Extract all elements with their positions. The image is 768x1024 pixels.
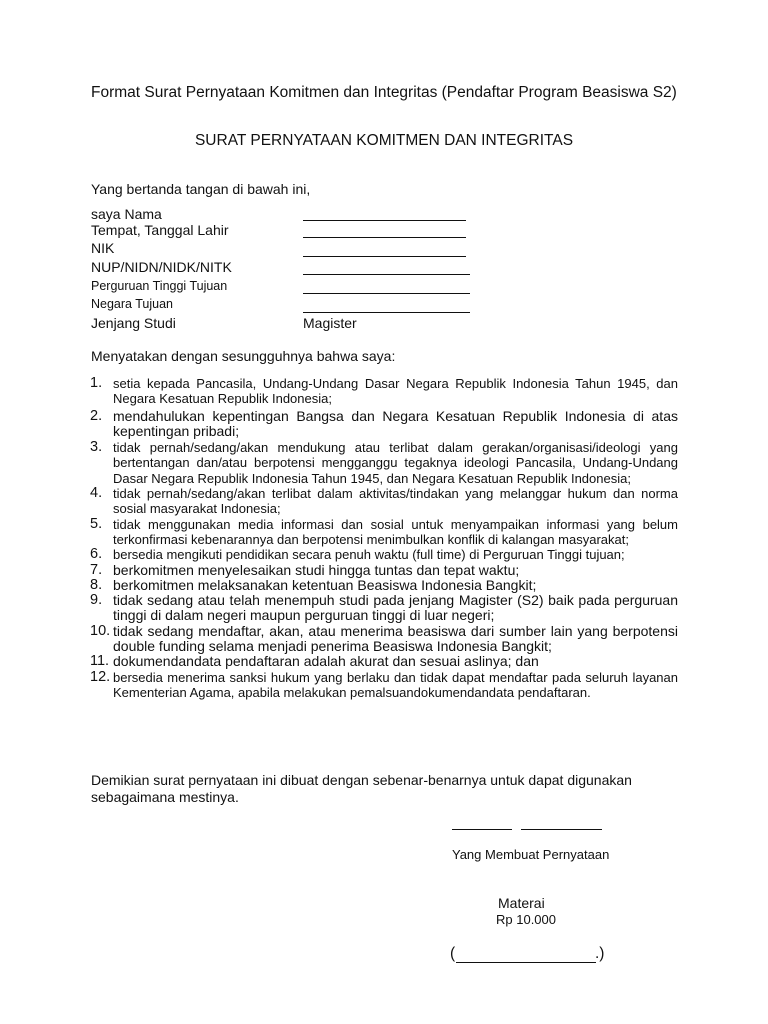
statement-item [90,670,678,701]
statement-item [90,547,678,562]
statement-item [90,624,678,655]
statement-number: 4. [90,485,103,502]
field-label-jenjang: Jenjang Studi [91,315,176,331]
statement-number: 7. [90,561,103,578]
statement-number: 3. [90,439,103,456]
statement-item [90,563,678,578]
statement-number: 12. [90,668,111,685]
statement-item [90,486,678,517]
statement-text: tidak menggunakan media informasi dan sosial untuk menyampaikan informasi yang belum terkonfirmasi kebenarannya dan berpotensi menimbulkan konflik di kalangan masyarakat; [113,516,678,547]
signer-label: Yang Membuat Pernyataan [452,847,610,862]
field-blank-pt-tujuan [303,293,470,294]
statement-item [90,409,678,440]
field-blank-negara [303,312,470,313]
statement-item [90,440,678,486]
intro-text: Yang bertanda tangan di bawah ini, [91,181,311,197]
statement-text: berkomitmen melaksanakan ketentuan Beasiswa Indonesia Bangkit; [113,576,537,593]
statement-number: 6. [90,546,103,563]
field-blank-ttl [303,237,466,238]
statement-item [90,376,678,407]
statement-number: 10. [90,622,111,639]
field-label-negara: Negara Tujuan [91,297,174,311]
field-label-nup: NUP/NIDN/NIDK/NITK [91,259,232,275]
materai-label: Materai [498,895,545,911]
statement-number: 11. [90,653,110,670]
statement-text: mendahulukan kepentingan Bangsa dan Negara Kesatuan Republik Indonesia di atas kepentingan pribadi; [113,407,678,439]
field-blank-nik [303,256,466,257]
document-title: SURAT PERNYATAAN KOMITMEN DAN INTEGRITAS [194,132,574,149]
field-blank-nup [303,274,470,275]
statement-number: 1. [90,375,103,391]
statement-text: tidak sedang atau telah menempuh studi pada jenjang Magister (S2) baik pada perguruan tinggi di dalam negeri maupun perguruan tinggi di luar negeri; [113,592,678,624]
statement-number: 5. [90,515,103,532]
statement-item [90,593,678,624]
date-place-blank-1 [452,829,512,830]
date-place-blank-2 [521,829,602,830]
statement-list [90,376,678,700]
statement-item [90,654,678,669]
statement-text: bersedia mengikuti pendidikan secara penuh waktu (full time) di Perguruan Tinggi tujuan; [113,547,625,563]
statement-text: bersedia menerima sanksi hukum yang berlaku dan tidak dapat mendaftar pada seluruh layanan Kementerian Agama, apabila melakukan pemalsuandokumendandata pendaftaran. [113,669,678,700]
statement-item [90,578,678,593]
field-value-jenjang: Magister [303,315,357,331]
statement-item [90,517,678,548]
field-label-pt-tujuan: Perguruan Tinggi Tujuan [91,279,228,293]
statement-text: tidak pernah/sedang/akan mendukung atau terlibat dalam gerakan/organisasi/ideologi yang bertentangan dan/atau berpotensi mengganggu tegaknya ideologi Pancasila, Undang-Undang Dasar Negara Republik Indonesia Tahun 1945, dan Negara Kesatuan Republik Indonesia; [113,440,678,486]
statement-number: 8. [90,576,103,593]
closing-text: Demikian surat pernyataan ini dibuat dengan sebenar-benarnya untuk dapat digunakan sebagaimana mestinya. [91,772,632,805]
field-label-nama: saya Nama [91,206,162,222]
field-blank-nama [303,220,466,221]
document-header: Format Surat Pernyataan Komitmen dan Integritas (Pendaftar Program Beasiswa S2) [91,84,677,101]
statement-number: 9. [90,592,103,609]
signature-open-paren: ( [450,945,456,962]
materai-amount: Rp 10.000 [496,912,556,927]
statement-text: dokumendandata pendaftaran adalah akurat dan sesuai aslinya; dan [113,653,539,670]
statement-text: tidak sedang mendaftar, akan, atau menerima beasiswa dari sumber lain yang berpotensi double funding selama menjadi penerima Beasiswa Indonesia Bangkit; [113,622,678,655]
statement-lead: Menyatakan dengan sesungguhnya bahwa saya: [91,348,396,364]
field-label-ttl: Tempat, Tanggal Lahir [91,222,229,238]
field-label-nik: NIK [91,240,115,256]
signature-close-paren: .) [595,945,605,962]
statement-text: tidak pernah/sedang/akan terlibat dalam aktivitas/tindakan yang melanggar hukum dan norma sosial masyarakat Indonesia; [113,486,678,517]
statement-text: berkomitmen menyelesaikan studi hingga tuntas dan tepat waktu; [113,561,520,578]
statement-text: setia kepada Pancasila, Undang-Undang Dasar Negara Republik Indonesia Tahun 1945, dan Negara Kesatuan Republik Indonesia; [113,376,678,407]
statement-number: 2. [90,407,103,424]
signature-name-blank [456,962,596,963]
